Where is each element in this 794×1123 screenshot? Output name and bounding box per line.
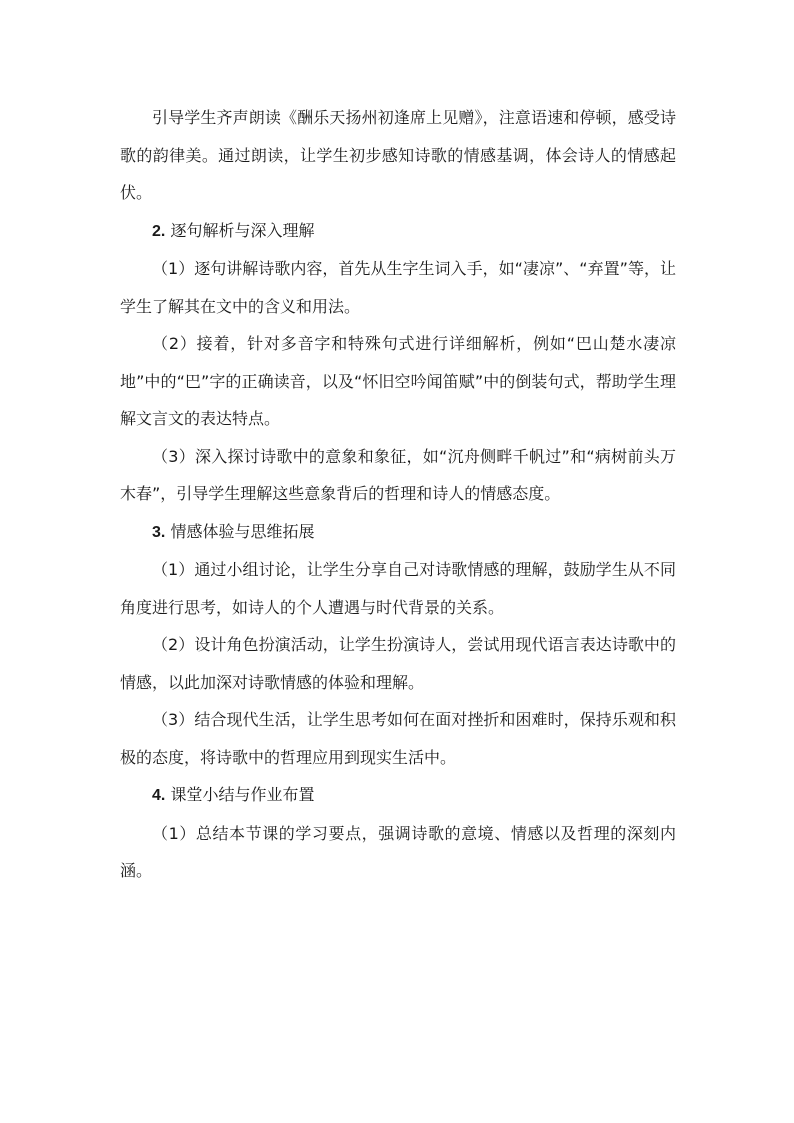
section-heading-4 [120,776,676,815]
section-title: 逐句解析与深入理解 [170,220,315,240]
paragraph-reading-aloud: 引导学生齐声朗读《酬乐天扬州初逢席上见赠》，注意语速和停顿，感受诗歌的韵律美。通过朗读，让学生初步感知诗歌的情感基调，体会诗人的情感起伏。 [120,108,676,202]
section-number: 3. [152,523,166,541]
paragraph-3-1: （1）通过小组讨论，让学生分享自己对诗歌情感的理解，鼓励学生从不同角度进行思考，如诗人的个人遭遇与时代背景的关系。 [120,560,676,617]
section-title: 课堂小结与作业布置 [170,785,315,804]
paragraph-4-1: （1）总结本节课的学习要点，强调诗歌的意境、情感以及哲理的深刻内涵。 [120,823,676,880]
paragraph-3-3: （3）结合现代生活，让学生思考如何在面对挫折和困难时，保持乐观和积极的态度，将诗歌中的哲理应用到现实生活中。 [120,710,676,767]
section-heading-3 [120,513,676,552]
section-heading-2 [120,212,676,251]
paragraph-2-3: （3）深入探讨诗歌中的意象和象征，如“沉舟侧畔千帆过”和“病树前头万木春”，引导学生理解这些意象背后的哲理和诗人的情感态度。 [120,446,676,503]
paragraph-3-2: （2）设计角色扮演活动，让学生扮演诗人，尝试用现代语言表达诗歌中的情感，以此加深对诗歌情感的体验和理解。 [120,635,676,692]
document-body [120,99,676,890]
section-title: 情感体验与思维拓展 [170,521,315,541]
paragraph-2-1: （1）逐句讲解诗歌内容，首先从生字生词入手，如“凄凉”、“弃置”等，让学生了解其在文中的含义和用法。 [120,259,676,316]
section-number: 4. [152,787,166,804]
paragraph-2-2: （2）接着，针对多音字和特殊句式进行详细解析，例如“巴山楚水凄凉地”中的“巴”字的正确读音，以及“怀旧空吟闻笛赋”中的倒装句式，帮助学生理解文言文的表达特点。 [120,334,676,428]
section-number: 2. [152,222,166,240]
